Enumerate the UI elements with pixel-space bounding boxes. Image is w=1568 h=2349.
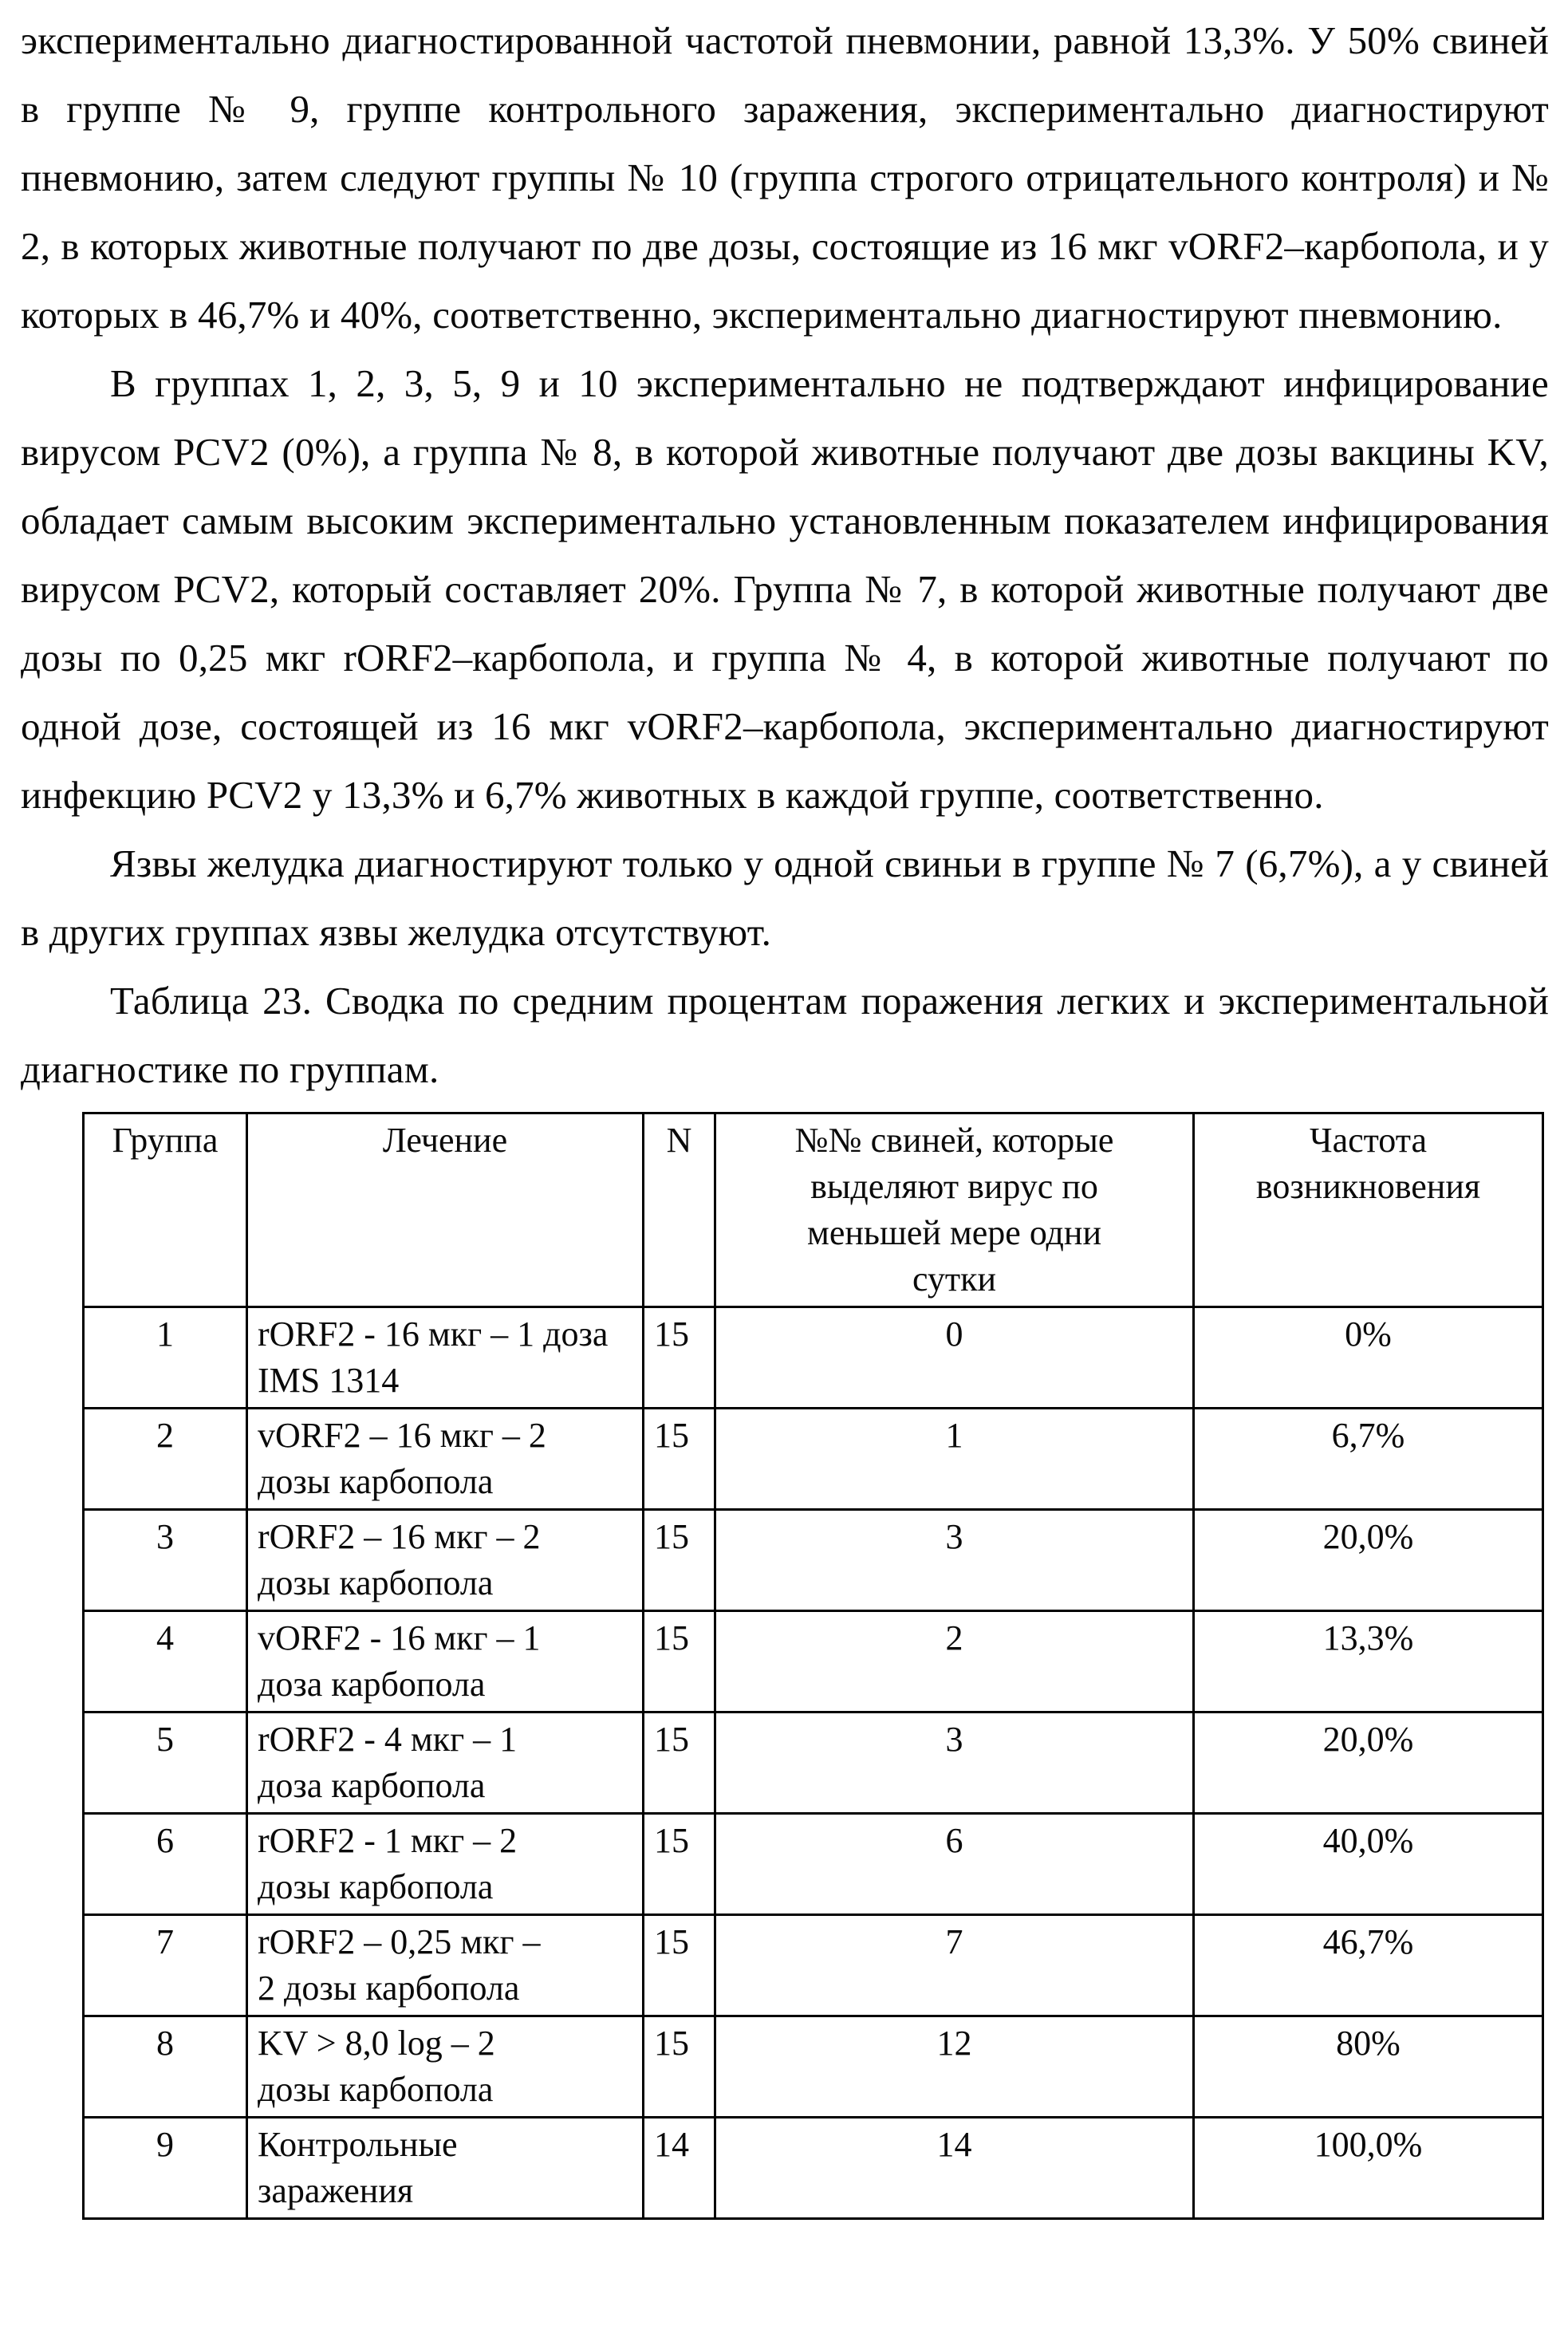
treatment-cell: vORF2 – 16 мкг – 2 дозы карбопола — [247, 1409, 644, 1510]
group-cell: 3 — [84, 1510, 247, 1611]
n-cell: 15 — [644, 1814, 715, 1915]
rate-cell: 20,0% — [1194, 1510, 1543, 1611]
paragraph-pcv2-infection: В группах 1, 2, 3, 5, 9 и 10 экспериментально не подтверждают инфицирование вирусом PCV2 (0%), а группа № 8, в которой животные получают две дозы вакцины KV, обладает самым высоким экспериментально установленным показателем инфицирования вирусом PCV2, который составляет 20%. Группа № 7, в которой животные получают две дозы по 0,25 мкг rORF2–карбопола, и группа № 4, в которой животные получают по одной дозе, состоящей из 16 мкг vORF2–карбопола, экспериментально диагностируют инфекцию PCV2 у 13,3% и 6,7% животных в каждой группе, соответственно. — [21, 361, 1549, 817]
treatment-cell: KV > 8,0 log – 2 дозы карбопола — [247, 2016, 644, 2118]
n-cell: 15 — [644, 1611, 715, 1712]
group-cell: 5 — [84, 1712, 247, 1814]
rate-cell: 46,7% — [1194, 1915, 1543, 2016]
rate-cell: 0% — [1194, 1307, 1543, 1409]
table-row — [84, 1611, 1543, 1712]
rate-cell: 100,0% — [1194, 2118, 1543, 2219]
treatment-cell: rORF2 - 1 мкг – 2 дозы карбопола — [247, 1814, 644, 1915]
table-header-row — [84, 1113, 1543, 1307]
header-pigs-shedding: №№ свиней, которые выделяют вирус по меньшей мере одни сутки — [715, 1113, 1194, 1307]
n-cell: 15 — [644, 1307, 715, 1409]
n-cell: 15 — [644, 1409, 715, 1510]
table-row — [84, 1712, 1543, 1814]
shedding-cell: 3 — [715, 1712, 1194, 1814]
table-row — [84, 1510, 1543, 1611]
treatment-cell: rORF2 - 16 мкг – 1 доза IMS 1314 — [247, 1307, 644, 1409]
table-caption: Таблица 23. Сводка по средним процентам поражения легких и экспериментальной диагностике по группам. — [21, 979, 1549, 1091]
header-treatment: Лечение — [247, 1113, 644, 1307]
header-incidence-rate: Частота возникновения — [1194, 1113, 1543, 1307]
table-row — [84, 1814, 1543, 1915]
group-cell: 1 — [84, 1307, 247, 1409]
table-row — [84, 1915, 1543, 2016]
shedding-cell: 12 — [715, 2016, 1194, 2118]
rate-cell: 40,0% — [1194, 1814, 1543, 1915]
paragraph-pneumonia-rates: экспериментально диагностированной частотой пневмонии, равной 13,3%. У 50% свиней в группе № 9, группе контрольного заражения, экспериментально диагностируют пневмонию, затем следуют группы № 10 (группа строгого отрицательного контроля) и № 2, в которых животные получают по две дозы, состоящие из 16 мкг vORF2–карбопола, и у которых в 46,7% и 40%, соответственно, экспериментально диагностируют пневмонию. — [21, 18, 1549, 337]
rate-cell: 80% — [1194, 2016, 1543, 2118]
paragraph-stomach-ulcers: Язвы желудка диагностируют только у одной свиньи в группе № 7 (6,7%), а у свиней в других группах язвы желудка отсутствуют. — [21, 841, 1549, 954]
rate-cell: 20,0% — [1194, 1712, 1543, 1814]
rate-cell: 6,7% — [1194, 1409, 1543, 1510]
treatment-cell: Контрольные заражения — [247, 2118, 644, 2219]
treatment-cell: vORF2 - 16 мкг – 1 доза карбопола — [247, 1611, 644, 1712]
shedding-cell: 0 — [715, 1307, 1194, 1409]
n-cell: 15 — [644, 1510, 715, 1611]
n-cell: 15 — [644, 2016, 715, 2118]
treatment-cell: rORF2 - 4 мкг – 1 доза карбопола — [247, 1712, 644, 1814]
shedding-cell: 7 — [715, 1915, 1194, 2016]
treatment-cell: rORF2 – 0,25 мкг – 2 дозы карбопола — [247, 1915, 644, 2016]
table-row — [84, 1409, 1543, 1510]
group-cell: 7 — [84, 1915, 247, 2016]
table-row — [84, 2016, 1543, 2118]
shedding-cell: 2 — [715, 1611, 1194, 1712]
table-row — [84, 2118, 1543, 2219]
table-row — [84, 1307, 1543, 1409]
group-cell: 4 — [84, 1611, 247, 1712]
group-cell: 9 — [84, 2118, 247, 2219]
n-cell: 15 — [644, 1915, 715, 2016]
rate-cell: 13,3% — [1194, 1611, 1543, 1712]
shedding-cell: 14 — [715, 2118, 1194, 2219]
n-cell: 14 — [644, 2118, 715, 2219]
shedding-cell: 6 — [715, 1814, 1194, 1915]
results-table — [82, 1112, 1544, 2220]
group-cell: 8 — [84, 2016, 247, 2118]
header-n: N — [644, 1113, 715, 1307]
n-cell: 15 — [644, 1712, 715, 1814]
shedding-cell: 1 — [715, 1409, 1194, 1510]
shedding-cell: 3 — [715, 1510, 1194, 1611]
header-group: Группа — [84, 1113, 247, 1307]
group-cell: 2 — [84, 1409, 247, 1510]
treatment-cell: rORF2 – 16 мкг – 2 дозы карбопола — [247, 1510, 644, 1611]
group-cell: 6 — [84, 1814, 247, 1915]
